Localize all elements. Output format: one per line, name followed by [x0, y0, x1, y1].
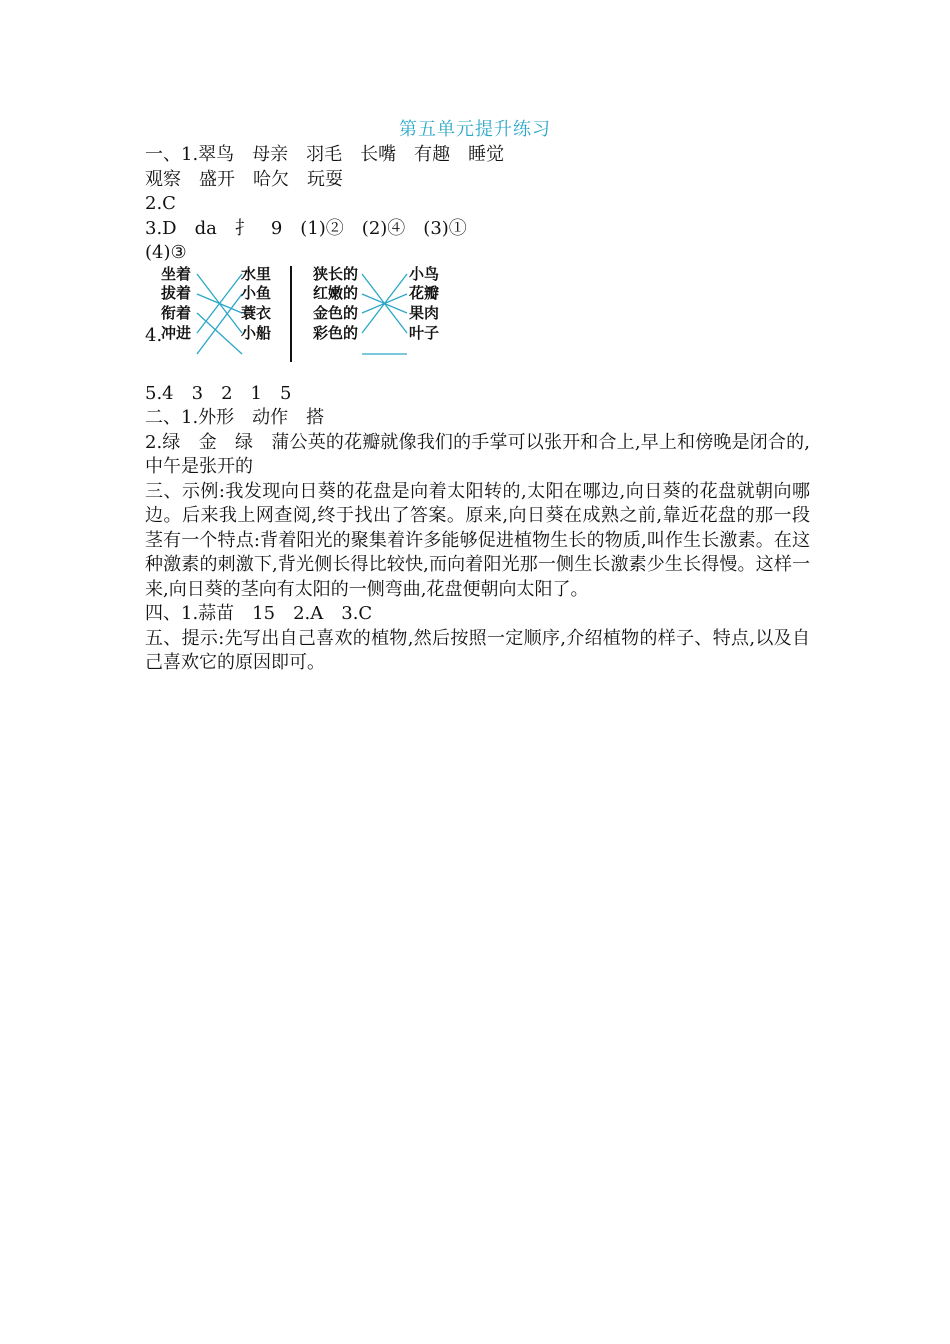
- noun-word: 花瓣: [409, 283, 440, 302]
- answer-line-11: 四、1.蒜苗 15 2.A 3.C: [145, 603, 373, 624]
- answer-line-1: 一、1.翠鸟 母亲 羽毛 长嘴 有趣 睡觉: [145, 144, 505, 165]
- noun-word: 果肉: [409, 303, 440, 322]
- verb-word: 坐着: [161, 264, 192, 283]
- noun-word: 水里: [241, 264, 272, 283]
- question-number-4: 4.: [145, 324, 163, 346]
- page-title: 第五单元提升练习: [399, 119, 551, 140]
- noun-word: 叶子: [409, 323, 440, 342]
- verb-word: 衔着: [161, 303, 192, 322]
- matching-diagram: [145, 266, 810, 382]
- noun-word: 小船: [241, 323, 272, 342]
- adjective-word: 彩色的: [313, 323, 359, 342]
- answer-line-4: 3.D da 扌 9 (1)② (2)④ (3)①: [145, 217, 467, 239]
- answer-line-10: 三、示例:我发现向日葵的花盘是向着太阳转的,太阳在哪边,向日葵的花盘就朝向哪边。后来我上网查阅,终于找出了答案。原来,向日葵在成熟之前,靠近花盘的那一段茎有一个特点:背着阳光的聚集着许多能够促进植物生长的物质,叫作生长激素。在这种激素的刺激下,背光侧长得比较快,而向着阳光那一侧生长激素少生长得慢。这样一来,向日葵的茎向有太阳的一侧弯曲,花盘便朝向太阳了。: [145, 480, 810, 600]
- answer-line-3: 2.C: [145, 193, 176, 214]
- match-line: [197, 313, 242, 354]
- noun-word: 小鸟: [409, 264, 440, 283]
- noun-word: 小鱼: [241, 283, 272, 302]
- answer-line-5: (4)③: [145, 242, 187, 263]
- adjective-word: 金色的: [313, 303, 359, 322]
- answer-line-9: 2.绿 金 绿 蒲公英的花瓣就像我们的手掌可以张开和合上,早上和傍晚是闭合的,中午是张开的: [145, 431, 810, 477]
- answer-content: [145, 143, 810, 676]
- verb-word: 拔着: [161, 283, 192, 302]
- verb-word: 冲进: [161, 323, 192, 342]
- adjective-word: 狭长的: [313, 264, 359, 283]
- answer-line-7: 5.4 3 2 1 5: [145, 382, 292, 404]
- answer-line-8: 二、1.外形 动作 搭: [145, 407, 325, 428]
- noun-word: 蓑衣: [241, 303, 272, 322]
- answer-line-12: 五、提示:先写出自己喜欢的植物,然后按照一定顺序,介绍植物的样子、特点,以及自己喜欢它的原因即可。: [145, 627, 810, 673]
- answer-line-2: 观察 盛开 哈欠 玩耍: [145, 168, 343, 190]
- adjective-word: 红嫩的: [313, 283, 359, 302]
